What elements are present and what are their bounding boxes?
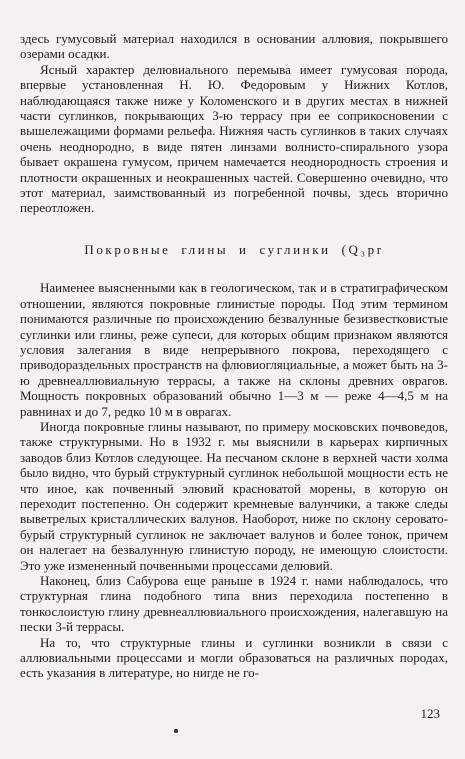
paragraph-2: Ясный характер делювиального перемыва имеет гумусовая порода, впервые установленная Н. Ю. Федоровым у Нижних Котлов, наблюдающаяся также ниже у Коломенского и в других местах в нижней части суглинков, покрывающих 3-ю террасу при ее соприкосновении с вышележащими формами рельефа. Нижняя часть суглинков в таких случаях очень неоднородно, в виде пятен линзами волнисто-спирального узора бывает окрашена гумусом, причем намечается неоднородность строения и плотности окрашенных и неокрашенных частей. Совершенно очевидно, что этот материал, заимствованный из погребенной почвы, здесь вторично переотложен. (20, 61, 448, 216)
paragraph-4: Иногда покровные глины называют, по примеру московских почвоведов, также структурными. Но в 1932 г. мы выяснили в карьерах кирпичных заводов близ Котлов следующее. На песчаном склоне в верхней части холма было видно, что бурый структурный суглинок небольшой мощности есть не что иное, как почвенный элювий красноватой морены, в которую он переходит постепенно. Он содержит кремневые валунчики, а также следы выветрелых кристаллических валунов. Наоборот, ниже по склону серовато-бурый структурный суглинок не заключает валунов и более тонок, причем он налегает на безвалунную глинистую породу, не имеющую слоистости. Это уже измененный почвенными процессами делювий. (20, 418, 448, 573)
section-heading: Покровные глины и суглинки (Q₃pr (84, 241, 384, 257)
paragraph-6: На то, что структурные глины и суглинки возникли в связи с аллювиальными процессами и могли образоваться на различных породах, есть указания в литературе, но нигде не го- (20, 634, 448, 681)
paragraph-1: здесь гумусовый материал находился в основании аллювия, покрывшего озерами осадки. (20, 31, 448, 62)
paragraph-3: Наименее выясненными как в геологическом, так и в стратиграфическом отношении, являются покровные глинистые породы. Под этим термином понимаются различные по происхождению безвалунные безизвестковистые суглинки или глины, реже супеси, для которых общим признаком являются условия залегания в виде непрерывного покрова, переходящего с приводораздельных пространств на флювиогляциальные, а может быть на 3-ю древнеаллювиальную террасы, а также на склоны древних оврагов. Мощность покровных образований обычно 1—3 м — реже 4—4,5 м на равнинах и до 7, редко 10 м в оврагах. (20, 280, 448, 419)
paragraph-5: Наконец, близ Сабурова еще раньше в 1924 г. нами наблюдалось, что структурная глина подобного типа вниз переходила постепенно в тонкослоистую глину древнеаллювиального происхождения, налегавшую на пески 3-й террасы. (20, 573, 448, 635)
page-number: 123 (420, 706, 440, 721)
print-dot-mark (174, 729, 178, 733)
page-body (20, 31, 448, 681)
